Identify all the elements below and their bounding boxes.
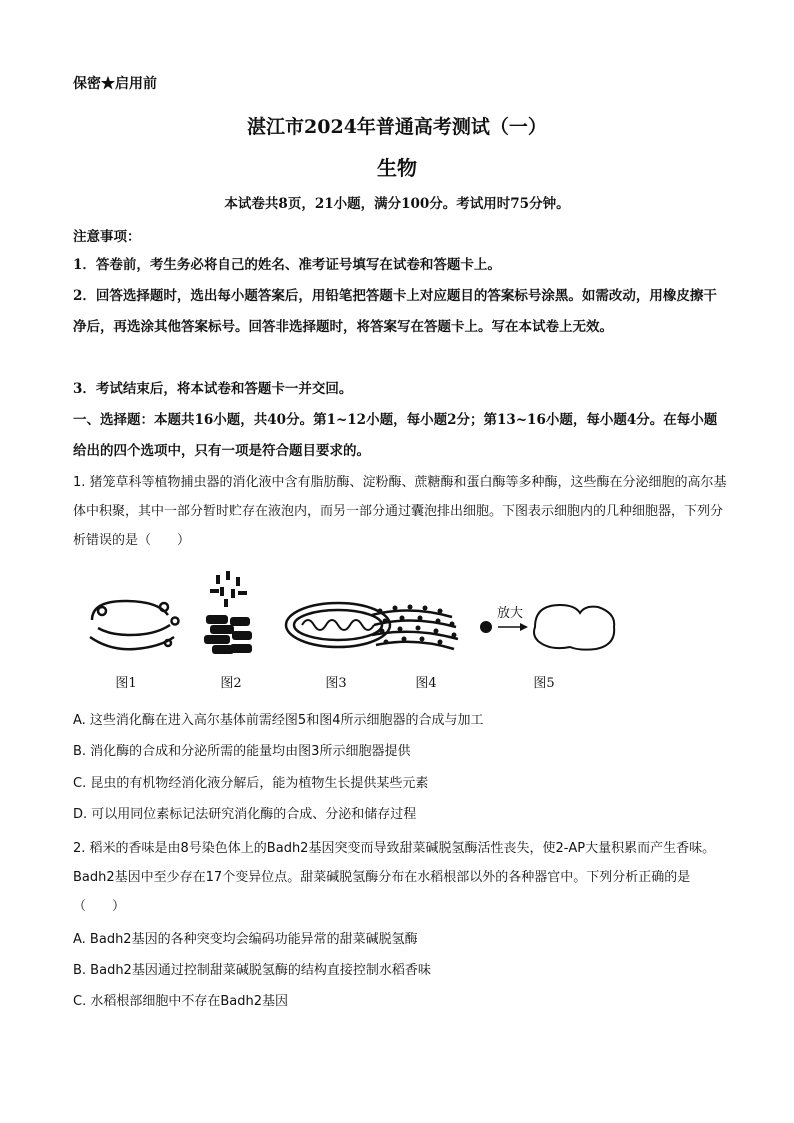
section-heading: 一、选择题：本题共16小题，共40分。第1~12小题，每小题2分；第13~16小题，每小题4分。在每小题给出的四个选项中，只有一项是符合题目要求的。	[73, 412, 718, 459]
figure-label-2: 图2	[220, 676, 242, 691]
lysosome-diagram	[204, 571, 252, 654]
q1-option-c: C. 昆虫的有机物经消化液分解后，能为植物生长提供某些元素	[73, 776, 429, 791]
notes-heading: 注意事项：	[73, 229, 141, 245]
exam-info: 本试卷共8页，21小题，满分100分。考试用时75分钟。	[224, 196, 570, 212]
figure-label-4: 图4	[415, 676, 437, 691]
figure-label-3: 图3	[325, 676, 347, 691]
organelle-figure	[80, 565, 620, 660]
golgi-apparatus-diagram	[90, 601, 179, 649]
question-2-stem: 2. 稻米的香味是由8号染色体上的Badh2基因突变而导致甜菜碱脱氢酶活性丧失，使2-AP大量积累而产生香味。Badh2基因中至少存在17个变异位点。甜菜碱脱氢酶分布在水稻根部以外的各种器官中。下列分析正确的是（ ）	[73, 841, 716, 914]
q2-option-b: B. Badh2基因通过控制甜菜碱脱氢酶的结构直接控制水稻香味	[73, 963, 431, 978]
subject-title: 生物	[377, 156, 417, 180]
zoom-label: 放大	[497, 606, 524, 621]
q2-option-a: A. Badh2基因的各种突变均会编码功能异常的甜菜碱脱氢酶	[73, 932, 418, 947]
exam-title: 湛江市2024年普通高考测试（一）	[247, 116, 547, 138]
q1-option-a: A. 这些消化酶在进入高尔基体前需经图5和图4所示细胞器的合成与加工	[73, 713, 484, 728]
q1-option-d: D. 可以用同位素标记法研究消化酶的合成、分泌和储存过程	[73, 807, 417, 822]
confidential-label: 保密★启用前	[73, 76, 157, 92]
q2-option-c: C. 水稻根部细胞中不存在Badh2基因	[73, 994, 288, 1009]
note-2: 2．回答选择题时，选出每小题答案后，用铅笔把答题卡上对应题目的答案标号涂黑。如需改动，用橡皮擦干净后，再选涂其他答案标号。回答非选择题时，将答案写在答题卡上。写在本试卷上无效。	[73, 288, 717, 335]
figure-label-5: 图5	[533, 676, 555, 691]
endoplasmic-reticulum-diagram	[372, 605, 458, 650]
q1-option-b: B. 消化酶的合成和分泌所需的能量均由图3所示细胞器提供	[73, 744, 411, 759]
question-1-stem: 1. 猪笼草科等植物捕虫器的消化液中含有脂肪酶、淀粉酶、蔗糖酶和蛋白酶等多种酶，这些酶在分泌细胞的高尔基体中积聚，其中一部分暂时贮存在液泡内，而另一部分通过囊泡排出细胞。下图表示细胞内的几种细胞器，下列分析错误的是（ ）	[73, 475, 727, 548]
note-3: 3．考试结束后，将本试卷和答题卡一并交回。	[73, 381, 353, 397]
figure-label-1: 图1	[115, 676, 137, 691]
note-1: 1．答卷前，考生务必将自己的姓名、准考证号填写在试卷和答题卡上。	[73, 257, 501, 273]
